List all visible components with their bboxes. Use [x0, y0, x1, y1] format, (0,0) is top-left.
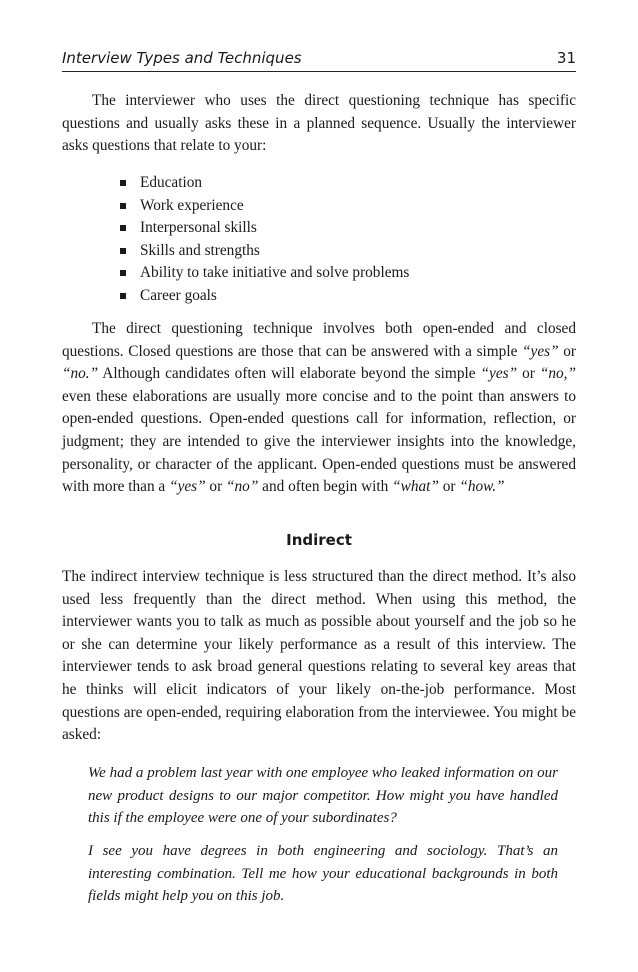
list-item: Work experience	[118, 195, 409, 218]
topic-list	[118, 172, 409, 308]
direct-technique-paragraph: The direct questioning technique involves both open-ended and closed questions. Closed questions are those that can be answered with a simple “yes” or “no.” Although candidates often will elaborate beyond the simple “yes” or “no,” even these elaborations are usually more concise and to the point than answers to open-ended questions. Open-ended questions call for information, reflection, or judgment; they are intended to give the interviewer insights into the knowledge, personality, or character of the applicant. Open-ended questions must be answered with more than a “yes” or “no” and often begin with “what” or “how.”	[62, 320, 576, 496]
list-item: Education	[118, 172, 409, 195]
page-number: 31	[556, 49, 576, 67]
example-question: I see you have degrees in both engineering and sociology. That’s an interesting combination. Tell me how your educational backgrounds in both fields might help you on this job.	[88, 843, 558, 905]
list-item: Career goals	[118, 285, 409, 308]
intro-paragraph: The interviewer who uses the direct questioning technique has specific questions and usually asks these in a planned sequence. Usually the interviewer asks questions that relate to your:	[62, 92, 576, 155]
running-header	[62, 47, 576, 72]
list-item: Ability to take initiative and solve problems	[118, 262, 409, 285]
list-item: Skills and strengths	[118, 240, 409, 263]
list-item: Interpersonal skills	[118, 217, 409, 240]
indirect-technique-paragraph: The indirect interview technique is less structured than the direct method. It’s also used less frequently than the direct method. When using this method, the interviewer wants you to talk as much as possible about yourself and the job so he or she can determine your likely performance as a result of this interview. The interviewer tends to ask broad general questions relating to several key areas that he thinks will elicit indicators of your likely on-the-job performance. Most questions are open-ended, requiring elaboration from the interviewee. You might be asked:	[62, 568, 576, 744]
section-heading: Indirect	[286, 531, 352, 549]
chapter-title: Interview Types and Techniques	[62, 49, 302, 67]
example-question: We had a problem last year with one employee who leaked information on our new product designs to our major competitor. How might you have handled this if the employee were one of your subordinates?	[88, 765, 558, 827]
